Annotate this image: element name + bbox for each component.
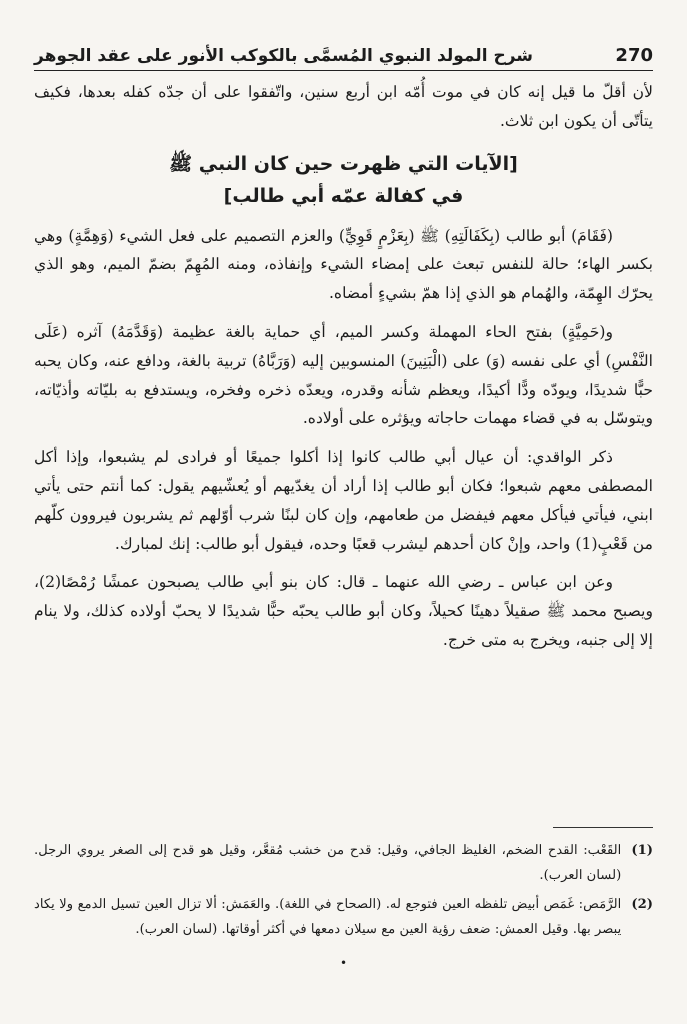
footnote-number: (2) [631,897,653,912]
running-title: شرح المولد النبوي المُسمَّى بالكوكب الأنور على عقد الجوهر [34,46,533,66]
footnote-separator [553,827,653,828]
footnote-text: الرَّمَص: غَمَص أبيض تلفظه العين فتوجع له. (الصحاح في اللغة). والعَمَش: ألا تزال العين تسيل الدمع ولا يكاد يبصر بها. وقيل العمش: ضعف رؤية العين مع سيلان دمعها في أكثر أوقاتها. (لسان العرب). [34,897,622,937]
footnote [34,892,653,942]
section-heading-line-2: في كفالة عمّه أبي طالب] [223,184,464,207]
footnote-text: القَعْب: القدح الضخم، الغليظ الجافي، وقيل: قدح من خشب مُقعَّر، وقيل هو قدح إلى الصغر يروي الرجل. (لسان العرب). [34,843,622,883]
page-number: 270 [615,45,653,66]
section-heading [34,148,653,212]
bottom-mark: • [340,956,348,970]
main-text [34,78,653,665]
section-heading-line-1: [الآيات التي ظهرت حين كان النبي ﷺ [169,152,518,175]
footnote-number: (1) [631,843,653,858]
running-header [34,36,653,71]
paragraph: ذكر الواقدي: أن عيال أبي طالب كانوا إذا أكلوا جميعًا أو فرادى لم يشبعوا، وإذا أكل المصطفى معهم شبعوا؛ فكان أبو طالب إذا أراد أن يغدّيهم أو يُعشّيهم يقول: كما أنتم حتى يأتي ابني، فيأتي فيأكل معهم فيفضل من طعامهم، وإن كان لبنًا شرب أوّلهم ثم يشربون فيروون كلّهم من قَعْبٍ(1) واحد، وإنْ كان أحدهم ليشرب قعبًا وحده، فيقول أبو طالب: إنك لمبارك. [34,448,653,553]
paragraph: و(حَمِيَّةٍ) بفتح الحاء المهملة وكسر الميم، أي حماية بالغة عظيمة (وَقَدَّمَهُ) آثره (عَلَى النَّفْسِ) أي على نفسه (وَ) على (الْبَنِينَ) المنسوبين إليه (وَرَبَّاهُ) تربية بالغة، ودافع عنه، وكان يحبه حبًّا شديدًا، ويودّه ودًّا أكيدًا، ويعظم شأنه وقدره، ويعدّه ذخره وفخره، ويستدفع به بليّاته وأذيّاته، ويتوسّل به في قضاء مهمات حاجاته ويؤثره على أولاده. [34,322,653,428]
footnotes [34,838,653,946]
paragraph: (فَقَامَ) أبو طالب (بِكَفَالَتِهِ) ﷺ (بِعَزْمٍ قَوِيٍّ) والعزم التصميم على فعل الشيء (وَهِمَّةٍ) وهي بكسر الهاء؛ حالة للنفس تبعث على إمضاء الشيء وإنفاذه، ومنه المُهِمّ بضمّ الميم، وهو الذي يحرّك الهِمّة، والهُمام هو الذي إذا همّ بشيءٍ أمضاه. [34,226,653,303]
footnote [34,838,653,888]
paragraph: وعن ابن عباس ـ رضي الله عنهما ـ قال: كان بنو أبي طالب يصبحون عمشًا رُمْصًا(2)، ويصبح محمد ﷺ صقيلاً دهينًا كحيلاً، وكان أبو طالب يحبّه حبًّا شديدًا لا يحبّ أولاده كذلك، ولا ينام إلا إلى جنبه، ويخرج به متى خرج. [34,573,653,649]
paragraph: لأن أقلّ ما قيل إنه كان في موت أُمّه ابن أربع سنين، واتّفقوا على أن جدّه كفله بعدها، فكيف يتأتّى أن يكون ابن ثلاث. [34,83,653,130]
